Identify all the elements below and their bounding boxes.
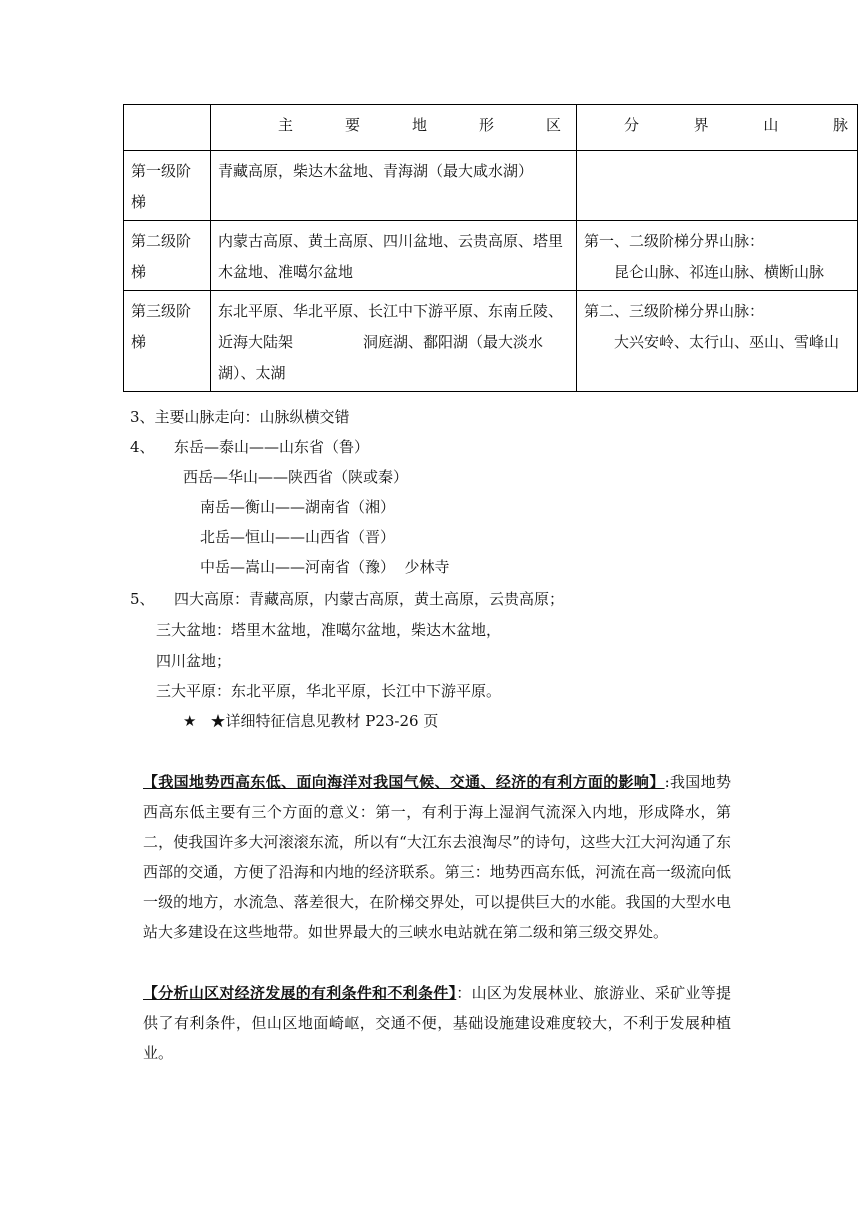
section-terrain-influence (143, 767, 731, 947)
list-item-4-line: 南岳—衡山——湖南省（湘） (200, 498, 396, 516)
mountains-list: 大兴安岭、太行山、巫山、雪峰山 (614, 333, 840, 351)
section-mountain-economy (143, 978, 731, 1068)
table-row (124, 221, 858, 291)
section-heading-colon: : (664, 773, 670, 791)
terrain-lakes: 洞庭湖、鄱阳湖 (363, 333, 469, 351)
list-item-4-line: 东岳—泰山——山东省（鲁） (174, 438, 370, 456)
list-item-5-line: 三大平原：东北平原，华北平原，长江中下游平原。 (156, 682, 502, 700)
section-heading: 【我国地势西高东低、面向海洋对我国气候、交通、经济的有利方面的影响】 (143, 773, 665, 791)
list-item-4-line: 北岳—恒山——山西省（晋） (200, 528, 396, 546)
header-char: 地 (411, 116, 427, 134)
terrain-table (123, 104, 858, 392)
header-empty-cell (124, 105, 211, 151)
mountains-cell (577, 291, 858, 392)
terrain-cell (211, 291, 577, 392)
level-cell: 第二级阶梯 (124, 221, 211, 291)
header-char: 主 (278, 116, 294, 134)
list-item-5-line: 四川盆地； (156, 652, 232, 670)
table-row (124, 151, 858, 221)
star-icon: ★ (183, 712, 197, 730)
mountains-cell (577, 151, 858, 221)
level-cell: 第三级阶梯 (124, 291, 211, 392)
list-item-4-number: 4、 (130, 438, 155, 456)
header-char: 界 (693, 116, 709, 134)
header-char: 要 (344, 116, 360, 134)
list-item-5-number: 5、 (130, 590, 155, 608)
terrain-lakes-note: （最大淡水湖）、太湖 (218, 333, 544, 382)
mountains-list: 昆仑山脉、祁连山脉、横断山脉 (614, 263, 825, 281)
header-terrain-cell (211, 105, 577, 151)
textbook-note-text: ★详细特征信息见教材 P23-26 页 (210, 712, 439, 730)
header-char: 脉 (832, 116, 848, 134)
list-item-5-line: 三大盆地：塔里木盆地，准噶尔盆地，柴达木盆地， (156, 621, 502, 639)
list-item-5-line: 四大高原：青藏高原，内蒙古高原，黄土高原，云贵高原； (174, 590, 565, 608)
terrain-text: 东北平原、华北平原、长江中下游平原、东南丘陵、近海大陆架 (218, 302, 564, 351)
section-heading: 【分析山区对经济发展的有利条件和不利条件】 (143, 984, 457, 1002)
header-char: 山 (763, 116, 779, 134)
section-body: 我国地势西高东低主要有三个方面的意义：第一，有利于海上湿润气流深入内地，形成降水，第二，使我国许多大河滚滚东流，所以有“大江东去浪淘尽”的诗句，这些大江大河沟通了东西部的交通，方便了沿海和内地的经济联系。第三：地势西高东低，河流在高一级流向低一级的地方，水流急、落差很大，在阶梯交界处，可以提供巨大的水能。我国的大型水电站大多建设在这些地带。如世界最大的三峡水电站就在第二级和第三级交界处。 (143, 773, 731, 941)
terrain-cell: 青藏高原，柴达木盆地、青海湖（最大咸水湖） (211, 151, 577, 221)
header-mountains-cell (577, 105, 858, 151)
list-item-4-line: 西岳—华山——陕西省（陕或秦） (183, 468, 409, 486)
mountains-cell (577, 221, 858, 291)
terrain-cell: 内蒙古高原、黄土高原、四川盆地、云贵高原、塔里木盆地、准噶尔盆地 (211, 221, 577, 291)
table-header-row (124, 105, 858, 151)
list-item-3: 3、主要山脉走向：山脉纵横交错 (130, 408, 350, 426)
section-body: ：山区为发展林业、旅游业、采矿业等提供了有利条件，但山区地面崎岖，交通不便，基础设施建设难度较大，不利于发展种植业。 (143, 984, 731, 1062)
table-row (124, 291, 858, 392)
header-char: 形 (478, 116, 494, 134)
header-char: 区 (545, 116, 561, 134)
mountains-title: 第一、二级阶梯分界山脉： (584, 232, 765, 250)
level-cell: 第一级阶梯 (124, 151, 211, 221)
textbook-note (183, 711, 438, 731)
mountains-title: 第二、三级阶梯分界山脉： (584, 302, 765, 320)
header-char: 分 (624, 116, 640, 134)
list-item-4-line: 中岳—嵩山——河南省（豫） 少林寺 (200, 558, 450, 576)
